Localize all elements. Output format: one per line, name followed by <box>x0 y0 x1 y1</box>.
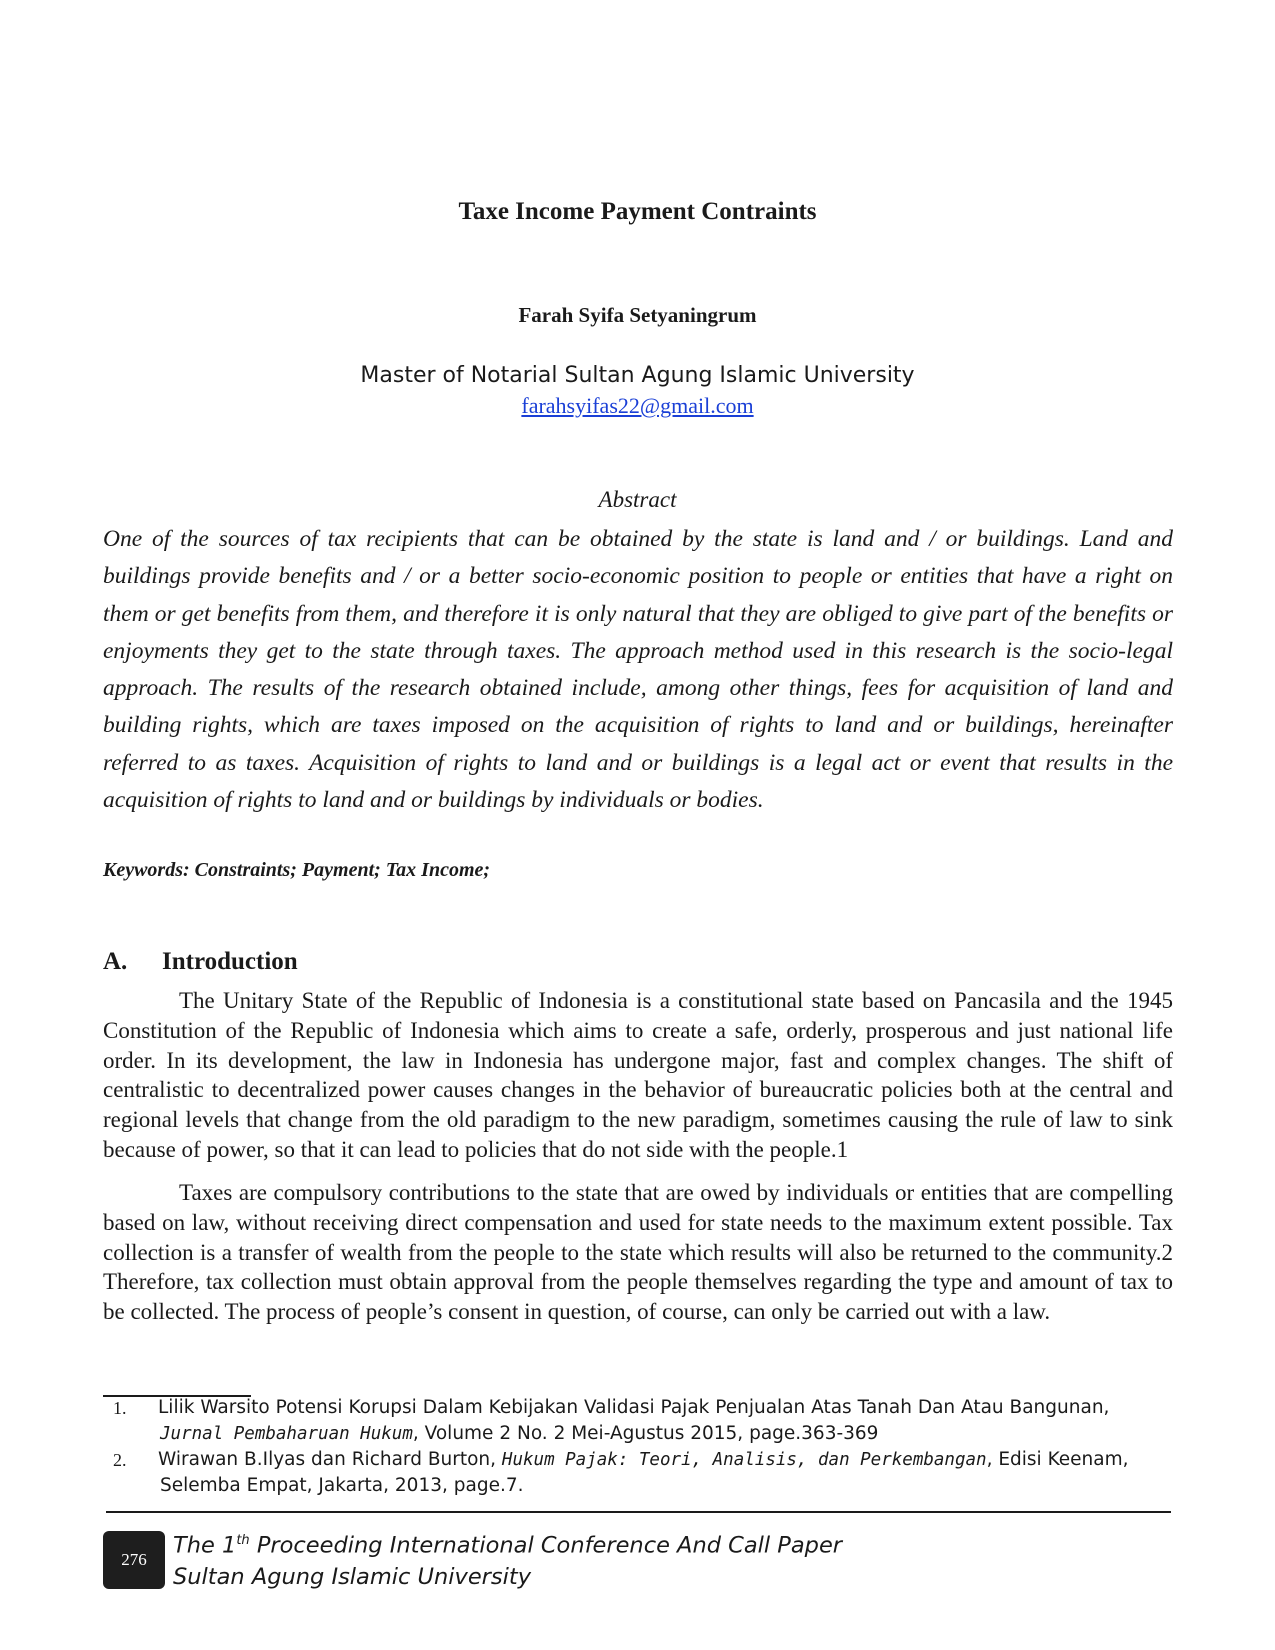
email-link[interactable]: farahsyifas22@gmail.com <box>521 393 754 418</box>
section-heading <box>103 948 298 976</box>
footnote-continuation: Selemba Empat, Jakarta, 2013, page.7. <box>160 1475 524 1496</box>
footnote-text: Lilik Warsito Potensi Korupsi Dalam Kebijakan Validasi Pajak Penjualan Atas Tanah Dan Atau Bangunan, <box>158 1397 1110 1418</box>
footnote <box>103 1395 1183 1447</box>
keywords: Keywords: Constraints; Payment; Tax Income; <box>103 859 491 881</box>
section-number: A. <box>103 948 128 975</box>
section-title: Introduction <box>162 948 298 975</box>
author-email <box>0 393 1275 419</box>
footnote-text: Wirawan B.Ilyas dan Richard Burton, Hukum Pajak: Teori, Analisis, dan Perkembangan, Edisi Keenam, <box>158 1449 1129 1470</box>
footnote <box>103 1447 1183 1499</box>
page-number-badge: 276 <box>103 1531 165 1589</box>
body-paragraph: The Unitary State of the Republic of Indonesia is a constitutional state based on Pancasila and the 1945 Constitution of the Republic of Indonesia which aims to create a safe, orderly, prosperous and just national life order. In its development, the law in Indonesia has undergone major, fast and complex changes. The shift of centralistic to decentralized power causes changes in the behavior of bureaucratic policies both at the central and regional levels that change from the old paradigm to the new paradigm, sometimes causing the rule of law to sink because of power, so that it can lead to policies that do not side with the people.1 <box>103 988 1173 1162</box>
body-paragraph: Taxes are compulsory contributions to the state that are owed by individuals or entities that are compelling based on law, without receiving direct compensation and used for state needs to the maximum extent possible. Tax collection is a transfer of wealth from the people to the state which results will also be returned to the community.2 Therefore, tax collection must obtain approval from the people themselves regarding the type and amount of tax to be collected. The process of people’s consent in question, of course, can only be carried out with a law. <box>103 1180 1173 1325</box>
author-name: Farah Syifa Setyaningrum <box>518 303 757 327</box>
paper-title: Taxe Income Payment Contraints <box>458 198 817 225</box>
footer-line-1: The 1th Proceeding International Conference And Call Paper <box>173 1532 843 1559</box>
author-affiliation: Master of Notarial Sultan Agung Islamic University <box>360 363 915 388</box>
footer-line-2: Sultan Agung Islamic University <box>173 1563 532 1590</box>
abstract-heading: Abstract <box>598 487 677 512</box>
footer-divider <box>106 1511 1171 1513</box>
abstract-text: One of the sources of tax recipients that can be obtained by the state is land and / or buildings. Land and buildings provide benefits and / or a better socio-economic position to people or entities that have a right on them or get benefits from them, and therefore it is only natural that they are obliged to give part of the benefits or enjoyments they get to the state through taxes. The approach method used in this research is the socio-legal approach. The results of the research obtained include, among other things, fees for acquisition of land and building rights, which are taxes imposed on the acquisition of rights to land and or buildings, hereinafter referred to as taxes. Acquisition of rights to land and or buildings is a legal act or event that results in the acquisition of rights to land and or buildings by individuals or bodies. <box>103 526 1173 814</box>
footnote-continuation: Jurnal Pembaharuan Hukum, Volume 2 No. 2 Mei-Agustus 2015, page.363-369 <box>160 1423 879 1444</box>
footnote-number: 1. <box>113 1398 127 1418</box>
footer-conference-text <box>173 1525 842 1593</box>
footnote-number: 2. <box>113 1450 127 1470</box>
